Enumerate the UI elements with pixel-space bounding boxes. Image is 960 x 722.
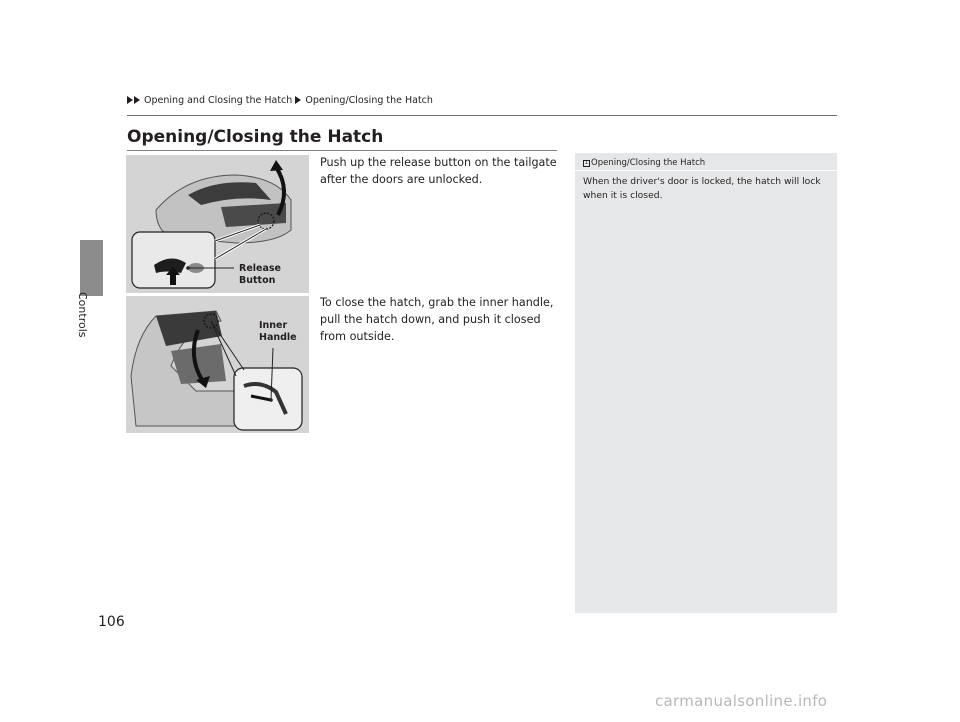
inner-handle-callout: Inner Handle [259, 320, 297, 343]
arrow-icon [295, 96, 301, 104]
title-divider [127, 150, 557, 151]
note-panel [575, 153, 837, 613]
release-button-callout: Release Button [239, 263, 281, 286]
note-title: 1 Opening/Closing the Hatch [584, 158, 706, 168]
arrow-icon [134, 96, 140, 104]
section-tab [80, 240, 103, 296]
header-divider [127, 115, 837, 116]
breadcrumb-item[interactable]: Opening and Closing the Hatch [144, 95, 293, 106]
page-number: 106 [98, 614, 125, 630]
arrow-icon [127, 96, 133, 104]
section-label: Controls [76, 292, 89, 338]
note-marker-icon: 1 [584, 160, 589, 166]
breadcrumb-item[interactable]: Opening/Closing the Hatch [305, 95, 433, 106]
release-button-illustration [126, 155, 309, 293]
watermark: carmanualsonline.info [655, 692, 828, 710]
breadcrumb [127, 95, 433, 106]
note-text: When the driver's door is locked, the hatch will lock when it is closed. [583, 176, 821, 201]
page-title: Opening/Closing the Hatch [127, 127, 384, 147]
close-instruction: To close the hatch, grab the inner handle, pull the hatch down, and push it closed from outside. [320, 296, 554, 343]
release-instruction: Push up the release button on the tailgate after the doors are unlocked. [320, 156, 557, 186]
note-divider [575, 170, 837, 171]
inner-handle-illustration [126, 296, 309, 433]
car-rear-drawing [126, 155, 309, 293]
open-hatch-drawing [126, 296, 309, 433]
